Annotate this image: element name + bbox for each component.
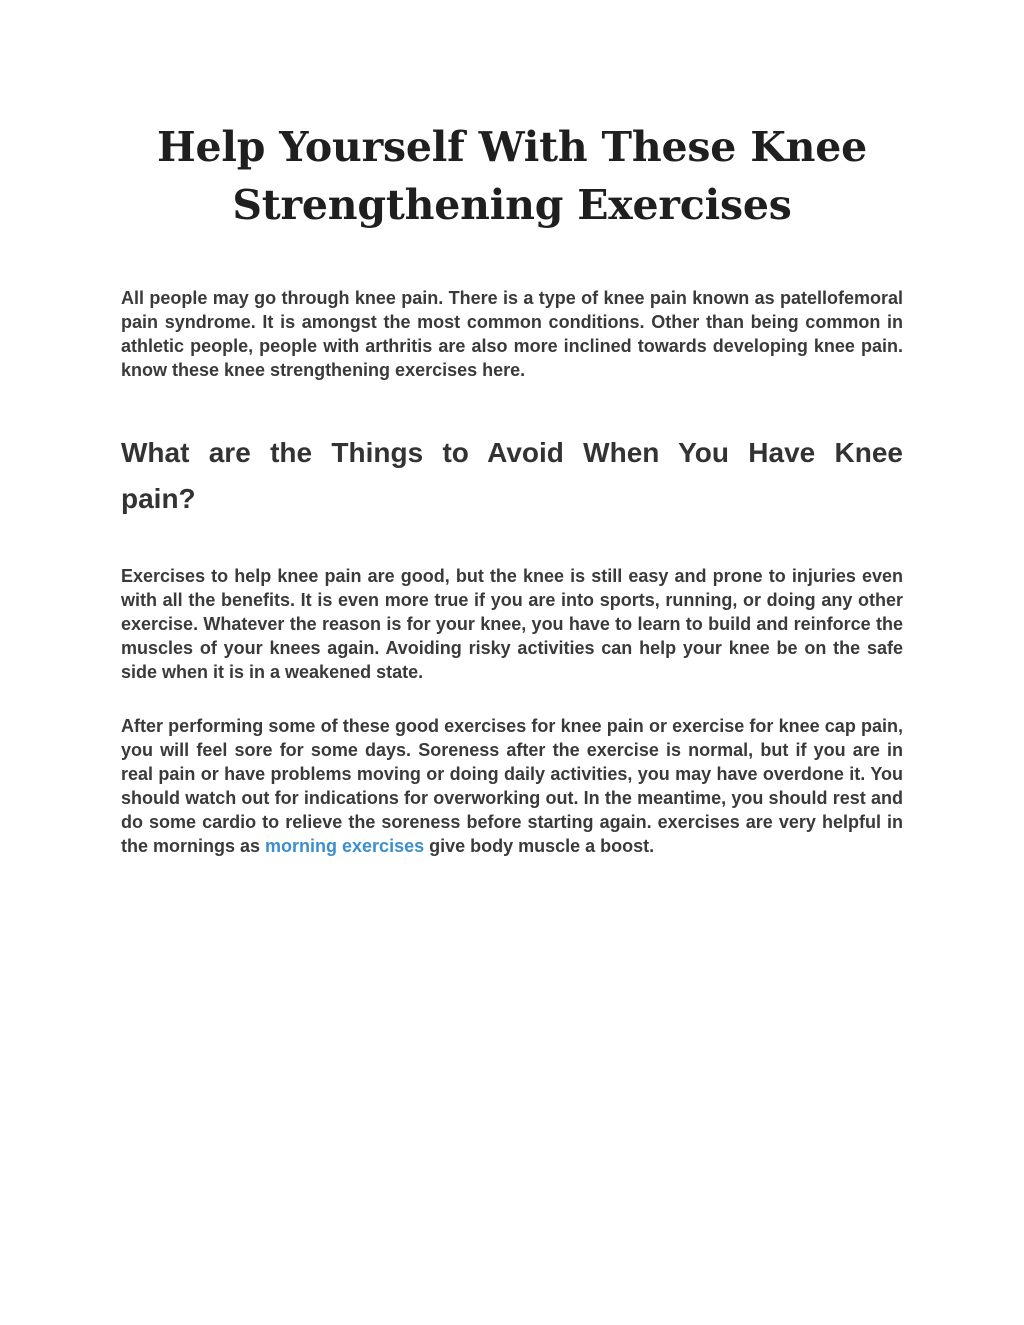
intro-paragraph: All people may go through knee pain. There is a type of knee pain known as patellofemoral pain syndrome. It is amongst the most common conditions. Other than being common in athletic people, people with arthritis are also more inclined towards developing knee pain. know these knee strengthening exercises here.	[121, 288, 903, 380]
document-page	[121, 118, 903, 858]
paragraph-text: After performing some of these good exercises for knee pain or exercise for knee cap pain, you will feel sore for some days. Soreness after the exercise is normal, but if you are in real pain or have problems moving or doing daily activities, you may have overdone it. You should watch out for indications for overworking out. In the meantime, you should rest and do some cardio to relieve the soreness before starting again. exercises are very helpful in the mornings as	[121, 716, 903, 856]
body-paragraph-with-link	[121, 714, 903, 858]
body-paragraph: Exercises to help knee pain are good, but the knee is still easy and prone to injuries even with all the benefits. It is even more true if you are into sports, running, or doing any other exercise. Whatever the reason is for your knee, you have to learn to build and reinforce the muscles of your knees again. Avoiding risky activities can help your knee be on the safe side when it is in a weakened state.	[121, 566, 903, 682]
section-heading: What are the Things to Avoid When You Have Knee pain?	[121, 437, 903, 514]
morning-exercises-link[interactable]: morning exercises	[265, 836, 425, 856]
document-title: Help Yourself With These Knee Strengthening Exercises	[156, 123, 868, 229]
paragraph-text-end: give body muscle a boost.	[424, 836, 655, 856]
